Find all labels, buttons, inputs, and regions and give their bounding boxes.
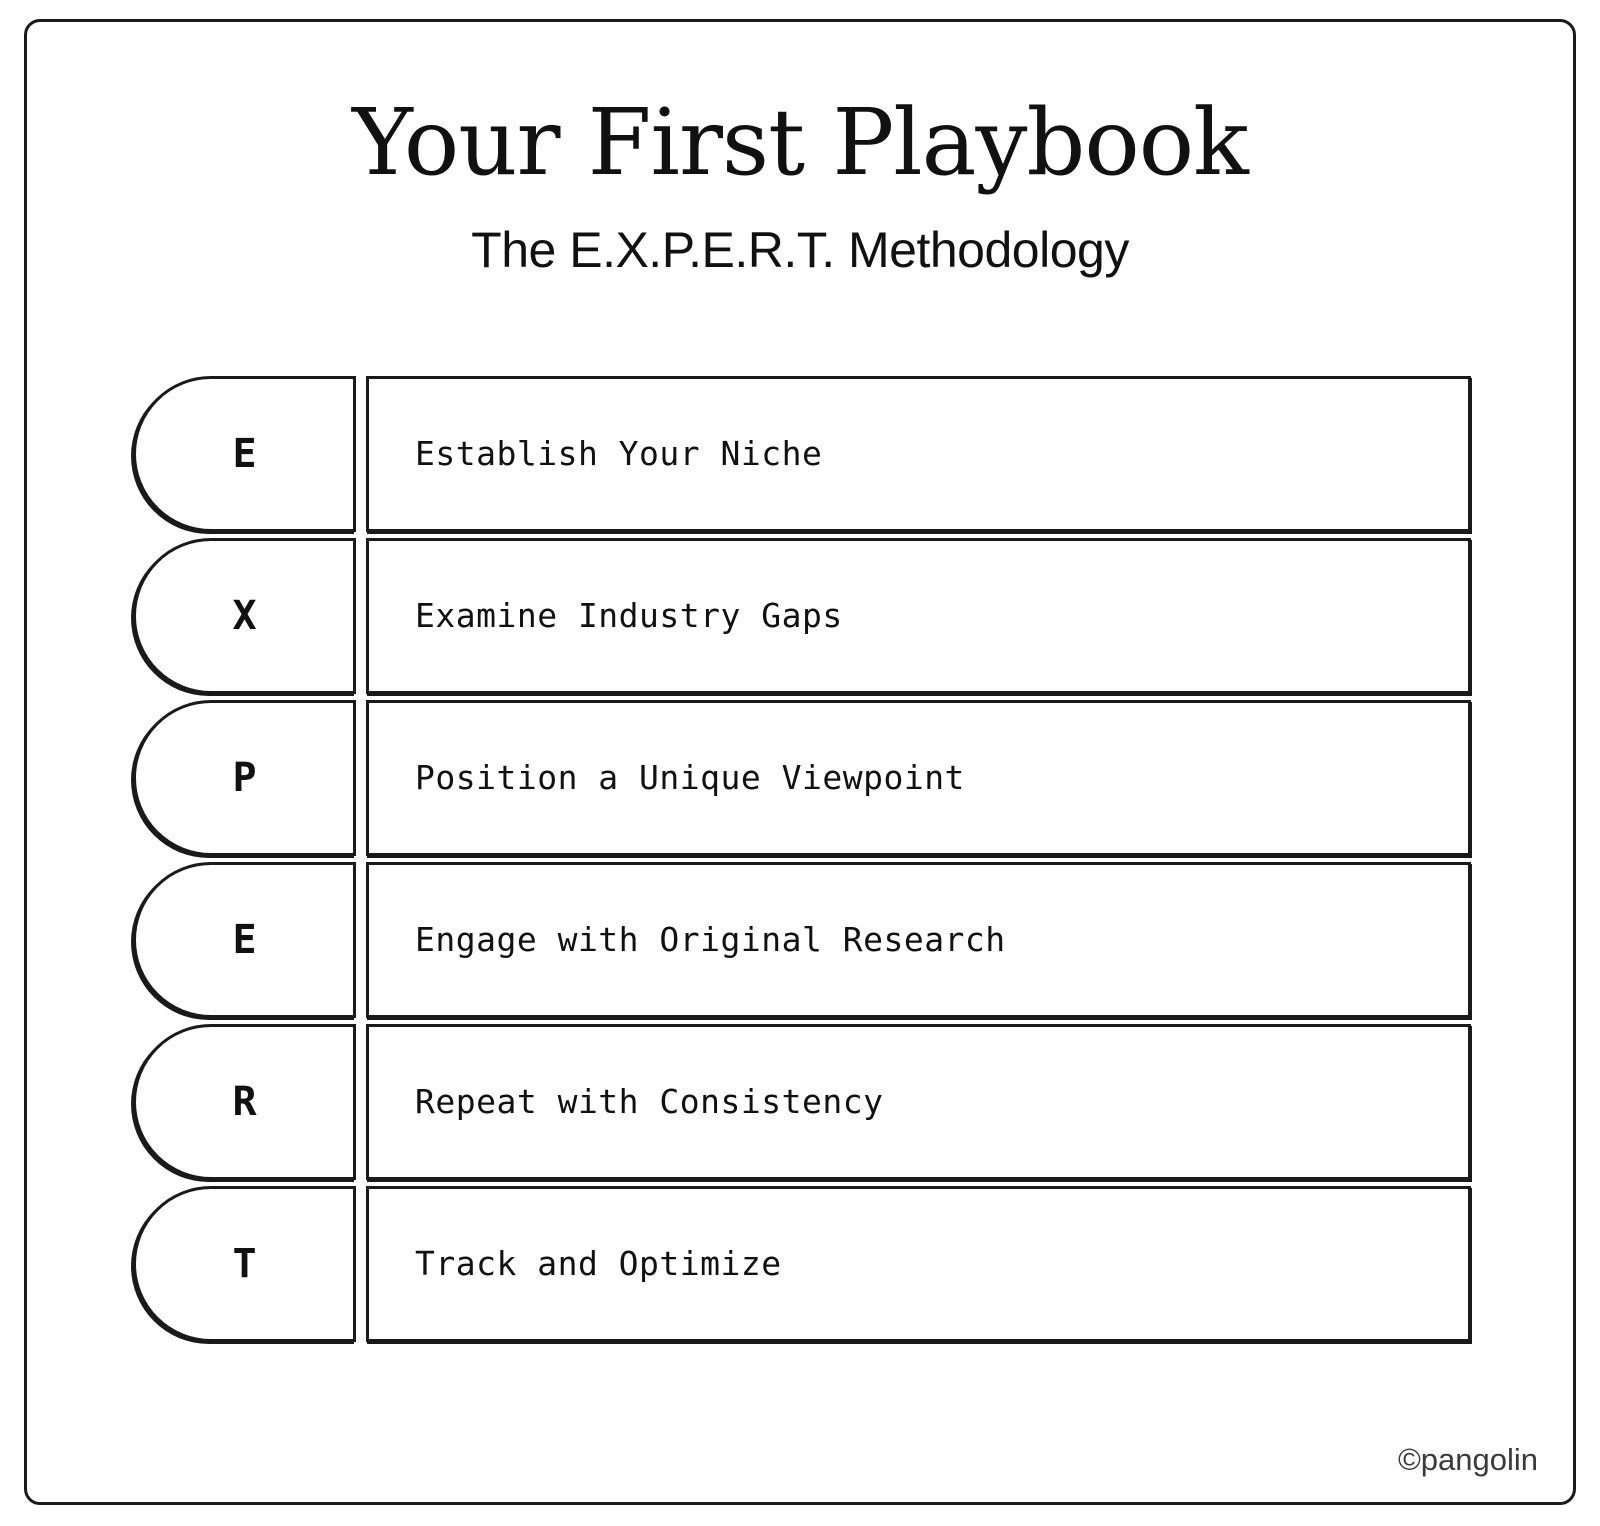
step-bar [366,1186,1471,1342]
step-letter: E [232,431,257,477]
step-row [133,1024,1471,1180]
copyright-credit: ©pangolin [1397,1442,1538,1477]
step-letter: T [232,1241,257,1287]
step-bar [366,376,1471,532]
step-label: Examine Industry Gaps [415,596,843,635]
step-row [133,538,1471,694]
step-label: Track and Optimize [415,1244,782,1283]
page-subtitle: The E.X.P.E.R.T. Methodology [471,222,1129,278]
step-letter: E [232,917,257,963]
step-letter: P [232,755,257,801]
step-row [133,700,1471,856]
step-label: Establish Your Niche [415,434,823,473]
step-letter: X [232,593,257,639]
step-bar [366,1024,1471,1180]
page-title: Your First Playbook [352,89,1248,196]
step-bar [366,862,1471,1018]
step-row [133,1186,1471,1342]
step-letter: R [232,1079,257,1125]
step-label: Position a Unique Viewpoint [415,758,965,797]
step-row [133,376,1471,532]
step-label: Engage with Original Research [415,920,1006,959]
step-row [133,862,1471,1018]
step-label: Repeat with Consistency [415,1082,884,1121]
step-bar [366,538,1471,694]
step-bar [366,700,1471,856]
